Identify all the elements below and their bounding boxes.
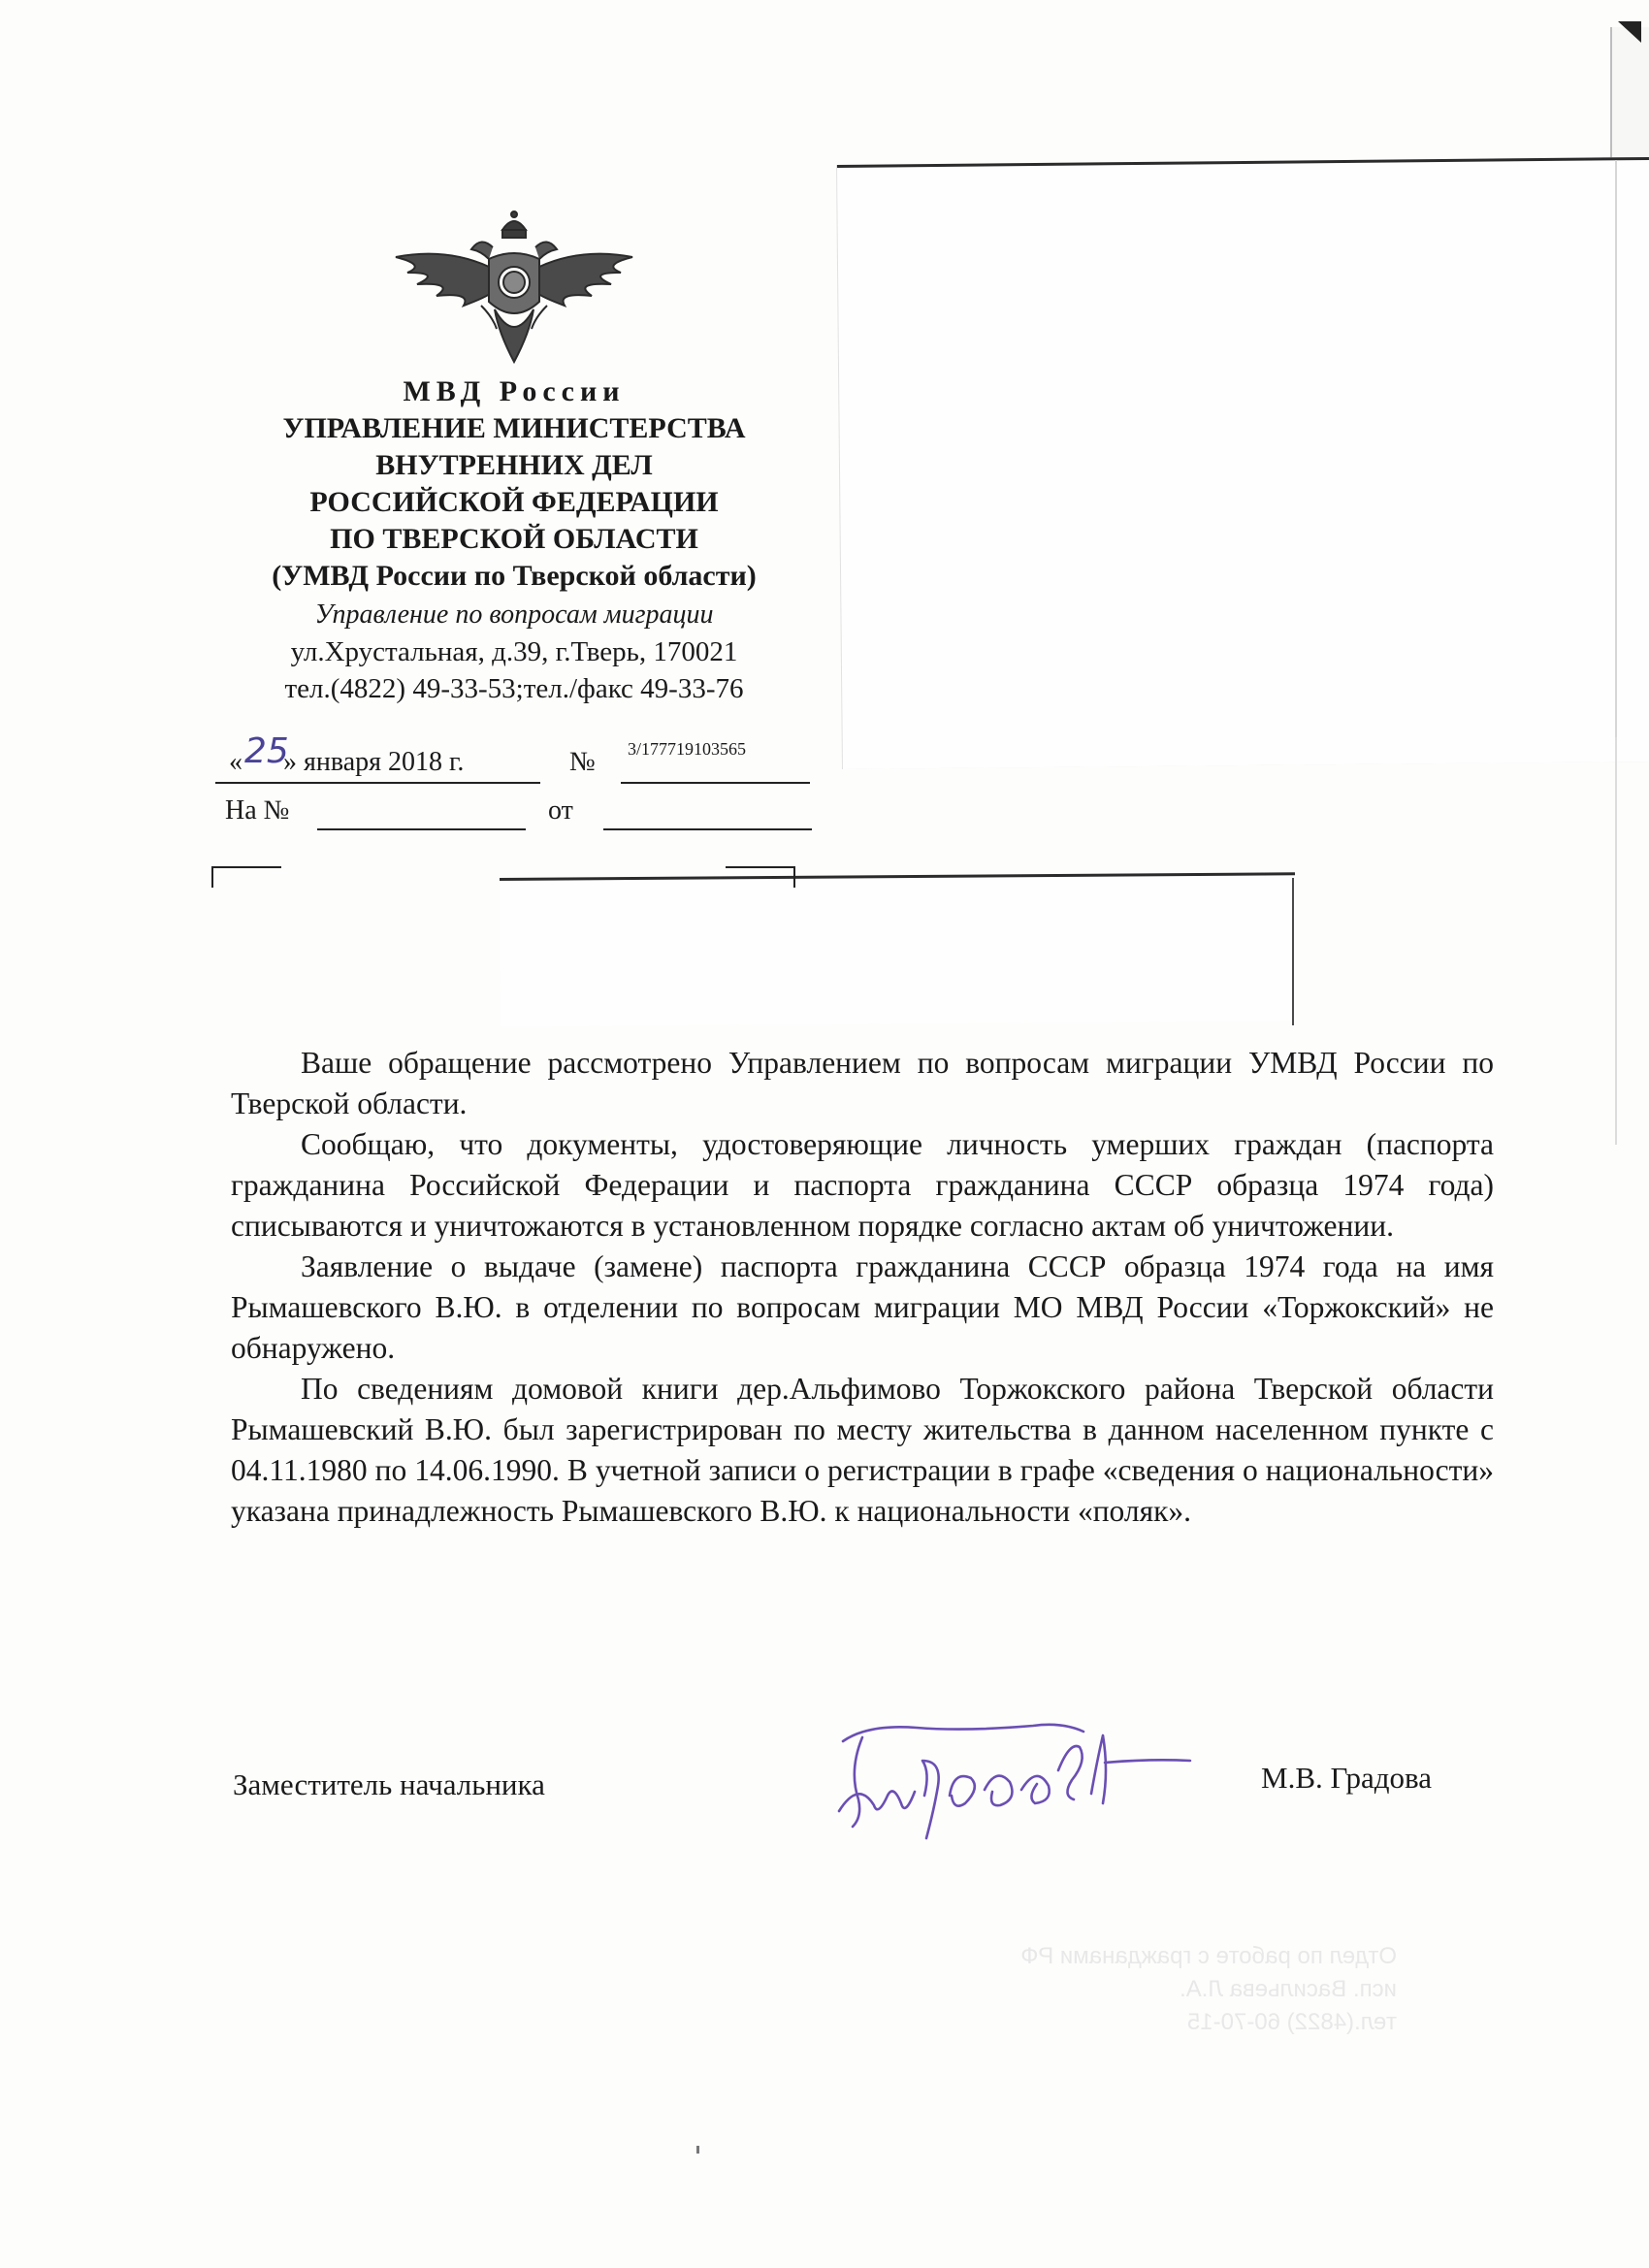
outgoing-date-number — [215, 731, 817, 786]
outgoing-date: » января 2018 г. — [283, 747, 465, 777]
paper-edge — [1292, 878, 1294, 1025]
org-phones: тел.(4822) 49-33-53;тел./факс 49-33-76 — [284, 673, 744, 704]
signer-position: Заместитель начальника — [233, 1767, 545, 1801]
reference-number-label: На № — [225, 795, 290, 826]
org-address: ул.Хрустальная, д.39, г.Тверь, 170021 — [290, 636, 738, 667]
org-line: РОССИЙСКОЙ ФЕДЕРАЦИИ — [309, 486, 719, 518]
handwritten-signature — [829, 1702, 1198, 1848]
signer-name: М.В. Градова — [1261, 1761, 1432, 1795]
double-headed-eagle-emblem — [388, 209, 640, 373]
reference-line — [225, 795, 826, 838]
outgoing-number: 3/177719103565 — [628, 739, 747, 759]
number-underline — [621, 782, 810, 784]
letter-body — [231, 1043, 1494, 1532]
reference-from-label: от — [548, 795, 573, 826]
ministry-short: МВД России — [403, 375, 626, 407]
scan-speck — [696, 2146, 699, 2154]
body-paragraph: По сведениям домовой книги дер.Альфимово Торжокского района Тверской области Рымашевский В.Ю. был зарегистрирован по месту жительства в данном населенном пункте с 04.11.1980 по 14.06.1990. В учетной записи о регистрации в графе «сведения о национальности» указана принадлежность Рымашевского В.Ю. к национальности «поляк». — [231, 1372, 1494, 1528]
org-header — [194, 373, 834, 707]
org-line: (УМВД России по Тверской области) — [272, 560, 757, 592]
address-corner-right — [726, 866, 795, 888]
body-paragraph: Сообщаю, что документы, удостоверяющие личность умерших граждан (паспорта гражданина Российской Федерации и паспорта гражданина СССР образца 1974 года) списываются и уничтожаются в установленном порядке согласно актам об уничтожении. — [231, 1127, 1494, 1243]
covering-sheet — [837, 157, 1649, 769]
bleed-through-text — [892, 1940, 1397, 2039]
org-line: ПО ТВЕРСКОЙ ОБЛАСТИ — [330, 523, 698, 555]
address-corner-left — [211, 866, 281, 888]
org-line: УПРАВЛЕНИЕ МИНИСТЕРСТВА — [282, 412, 746, 444]
paper-edge — [1615, 160, 1617, 742]
body-paragraph: Заявление о выдаче (замене) паспорта гражданина СССР образца 1974 года на имя Рымашевского В.Ю. в отделении по вопросам миграции МО МВД России «Торжокский» не обнаружено. — [231, 1249, 1494, 1365]
handwritten-day: 25 — [244, 731, 289, 771]
covering-sheet — [500, 872, 1296, 1026]
paper-edge — [1615, 737, 1617, 1145]
org-line: ВНУТРЕННИХ ДЕЛ — [375, 449, 653, 481]
bleed-line: тел.(4822) 60-70-15 — [1186, 2009, 1397, 2035]
date-underline — [215, 782, 540, 784]
bleed-line: Отдел по работе с гражданами РФ — [1020, 1943, 1397, 1969]
bleed-line: исп. Васильева Л.А. — [1180, 1976, 1397, 2002]
body-paragraph: Ваше обращение рассмотрено Управлением по вопросам миграции УМВД России по Тверской области. — [231, 1046, 1494, 1120]
paper-edge — [1610, 27, 1649, 173]
reference-number-blank — [317, 828, 526, 830]
department-name: Управление по вопросам миграции — [314, 599, 714, 630]
date-quote: « — [229, 747, 242, 777]
number-sign: № — [569, 747, 596, 777]
reference-date-blank — [603, 828, 812, 830]
